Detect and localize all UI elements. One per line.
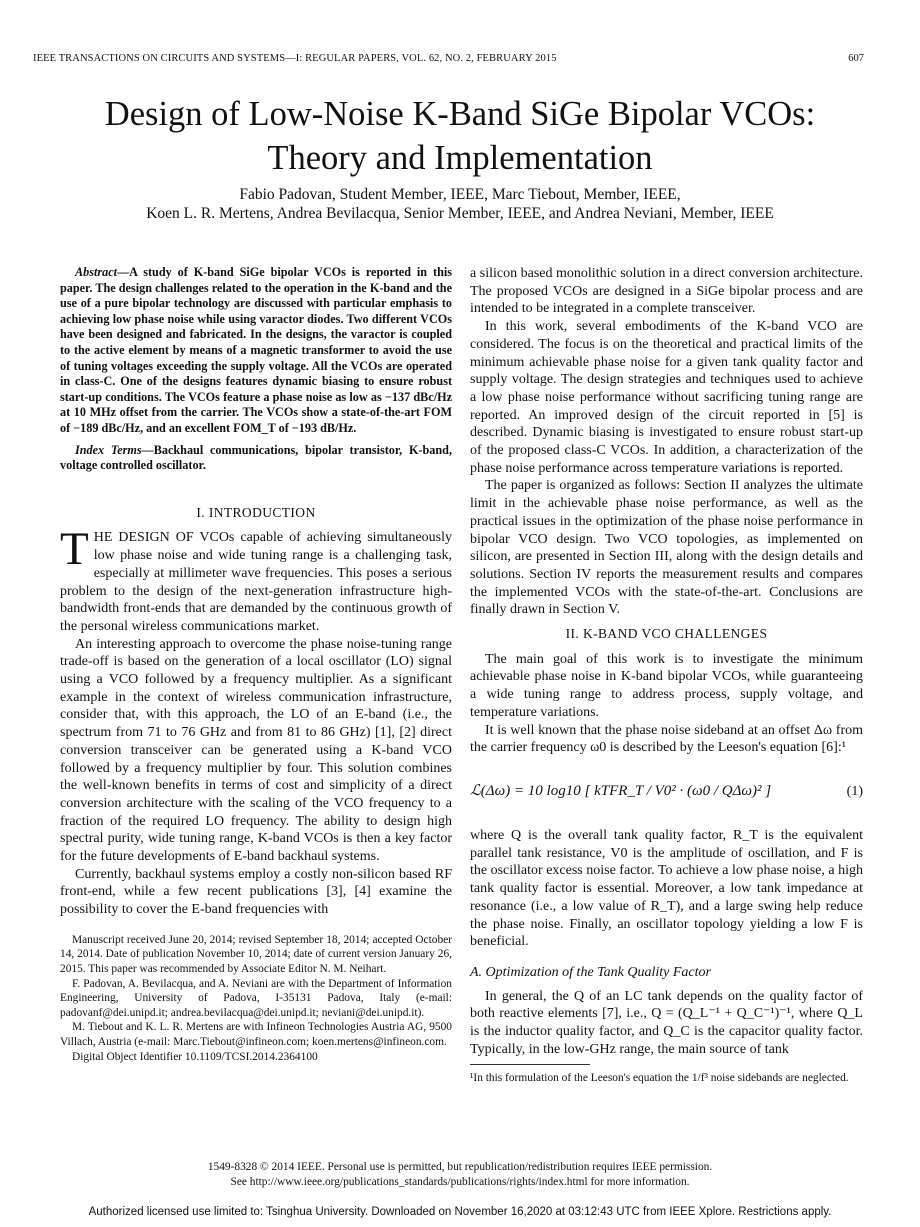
index-terms-text: Backhaul communications, bipolar transistor, K-band, voltage controlled oscillator. [60,442,452,473]
doi-note: Digital Object Identifier 10.1109/TCSI.2014.2364100 [72,1050,318,1063]
footnote-separator [470,1064,590,1065]
section-heading-challenges: II. K-BAND VCO CHALLENGES [565,626,768,642]
copyright-line: 1549-8328 © 2014 IEEE. Personal use is permitted, but republication/redistribution requires IEEE permission. [207,1161,713,1173]
paper-title [0,92,920,180]
authors-line-2: Koen L. R. Mertens, Andrea Bevilacqua, Senior Member, IEEE, and Andrea Neviani, Member, IEEE [146,205,774,222]
equation-1 [470,763,863,821]
title-line-1: Design of Low-Noise K-Band SiGe Bipolar VCOs: [104,95,816,133]
affiliation-note-2: M. Tiebout and K. L. R. Mertens are with Infineon Technologies Austria AG, 9500 Villach, Austria (e-mail: Marc.Tiebout@infineon.com; koen.mertens@infineon.com. [60,1021,452,1049]
footnote-1: ¹In this formulation of the Leeson's equation the 1/f³ noise sidebands are neglected. [470,1072,849,1085]
subsection-heading: A. Optimization of the Tank Quality Factor [470,964,711,980]
index-terms [60,443,452,474]
abstract [60,265,452,437]
intro-paragraph-3: Currently, backhaul systems employ a costly non-silicon based RF front-end, while a few recent publications [3], [4] examine the possibility to cover the E-band frequencies with [60,866,452,918]
affiliation-note-1: F. Padovan, A. Bevilacqua, and A. Neviani are with the Department of Information Engineering, University of Padova, I-35131 Padova, Italy (e-mail: padovanf@dei.unipd.it; andrea.bevilacqua@dei.unipd.it; neviani@dei.unipd.it). [60,977,452,1019]
abstract-label: Abstract— [75,265,130,279]
equation-body: ℒ(Δω) = 10 log10 [ kTFR_T / V0² · (ω0 / QΔω)² ] [470,783,772,800]
right-paragraph-1: In this work, several embodiments of the K-band VCO are considered. The focus is on the theoretical and practical limits of the minimum achievable phase noise for a given tank quality factor and supply voltage. The design strategies and techniques used to achieve a low phase noise performance without sacrificing tuning range are reported. An improved design of the circuit reported in [5] is described. Dynamic biasing is investigated to ensure robust start-up of the proposed class-C VCOs. In addition, a characterization of the phase noise performance across temperature variations is reported. [470,319,863,476]
authors-line-1: Fabio Padovan, Student Member, IEEE, Marc Tiebout, Member, IEEE, [239,186,681,203]
right-paragraph-2: The paper is organized as follows: Section II analyzes the ultimate limit in the achievable phase noise performance, as well as the practical issues in the optimization of the phase noise performance in bipolar VCO design. Two VCO topologies, as implemented on silicon, are presented in Section III, along with the design details and solutions. Section IV reports the measurement results and compares the implemented VCOs with the state-of-the-art. Conclusions are finally drawn in Section V. [470,478,863,618]
copyright-footer [0,1160,920,1190]
section-heading-introduction: I. INTRODUCTION [196,504,316,520]
author-list [0,185,920,223]
right-paragraph-0: a silicon based monolithic solution in a direct conversion architecture. The proposed VCOs are designed in a SiGe bipolar process and are intended to be integrated in a complete transceiver. [470,266,863,317]
right-paragraph-6: In general, the Q of an LC tank depends on the quality factor of both reactive elements [7], i.e., Q = (Q_L⁻¹ + Q_C⁻¹)⁻¹, where Q_L is the inductor quality factor, and Q_C is the capacitor quality factor. Typically, in the low-GHz range, the main source of tank [470,988,863,1057]
intro-paragraph-1 [60,523,452,635]
left-column [60,265,452,1064]
equation-number: (1) [846,784,863,800]
right-paragraph-3: The main goal of this work is to investigate the minimum achievable phase noise in K-band bipolar VCOs, while guaranteeing a wide tuning range to address process, supply voltage, and temperature variations. [470,651,863,720]
running-header: IEEE TRANSACTIONS ON CIRCUITS AND SYSTEMS—I: REGULAR PAPERS, VOL. 62, NO. 2, FEBRUARY 2015 [33,53,557,64]
abstract-text: A study of K-band SiGe bipolar VCOs is reported in this paper. The design challenges related to the operation in the K-band and the use of a pure bipolar technology are discussed with particular emphasis to achieving low phase noise while using varactor diodes. Two different VCOs have been designed and fabricated. In the designs, the varactor is coupled to the active element by means of a magnetic transformer to avoid the use of tuning voltages exceeding the supply voltage. All the VCOs are operated in class-C. One of the designs features dynamic biasing to ensure robust start-up conditions. The VCOs feature a phase noise as low as −137 dBc/Hz at 10 MHz offset from the carrier. The VCOs show a state-of-the-art FOM of −189 dBc/Hz, and an excellent FOM_T of −193 dB/Hz. [60,265,452,435]
right-paragraph-4: It is well known that the phase noise sideband at an offset Δω from the carrier frequency ω0 is described by the Leeson's equation [6]:¹ [470,722,863,756]
right-column [470,265,863,1086]
drop-cap: T [60,523,89,576]
title-line-2: Theory and Implementation [267,139,653,177]
index-terms-label: Index Terms— [75,442,154,457]
first-page-footnotes [60,933,452,1064]
manuscript-note: Manuscript received June 20, 2014; revised September 18, 2014; accepted October 14, 2014. Date of publication November 10, 2014; date of current version January 26, 2015. This paper was recommended by Associate Editor N. M. Neihart. [60,933,452,976]
page-number: 607 [848,53,864,64]
license-banner: Authorized licensed use limited to: Tsinghua University. Downloaded on November 16,2020 at 03:12:43 UTC from IEEE Xplore. Restrictions apply. [88,1206,832,1218]
right-paragraph-5: where Q is the overall tank quality factor, R_T is the equivalent parallel tank resistance, V0 is the amplitude of oscillation, and F is the oscillator excess noise factor. To achieve a low phase noise, a high tank quality factor is essential. Moreover, a low tank impedance at resonance (i.e., a low value of R_T), and a large swing help reduce the phase noise. Finally, an oscillator topology yielding a low F is beneficial. [470,827,863,950]
intro-paragraph-1-text: HE DESIGN OF VCOs capable of achieving simultaneously low phase noise and wide tuning range is a challenging task, especially at millimeter wave frequencies. This poses a serious problem to the design of the next-generation infrastructure high-bandwidth front-ends that are demanded by the continuous growth of the personal wireless communications market. [60,530,452,634]
permissions-link[interactable]: See http://www.ieee.org/publications_standards/publications/rights/index.html for more information. [230,1176,690,1188]
intro-paragraph-2: An interesting approach to overcome the phase noise-tuning range trade-off is based on the generation of a local oscillator (LO) signal using a VCO followed by a frequency multiplier. As a significant example in the context of wireless communication infrastructure, consider that, with this approach, the LO of an E-band (i.e., the spectrum from 71 to 76 GHz and from 81 to 86 GHz) [1], [2] direct conversion transceiver can be generated using a K-band VCO followed by a frequency multiplier by four. This solution combines the well-known benefits in terms of cost and simplicity of a direct conversion architecture with the scaling of the VCO frequency to a fraction of the required LO frequency. The ability to design high spectral purity, wide tuning range, K-band VCOs is then a key factor for the future developments of E-band backhaul systems. [60,636,452,865]
